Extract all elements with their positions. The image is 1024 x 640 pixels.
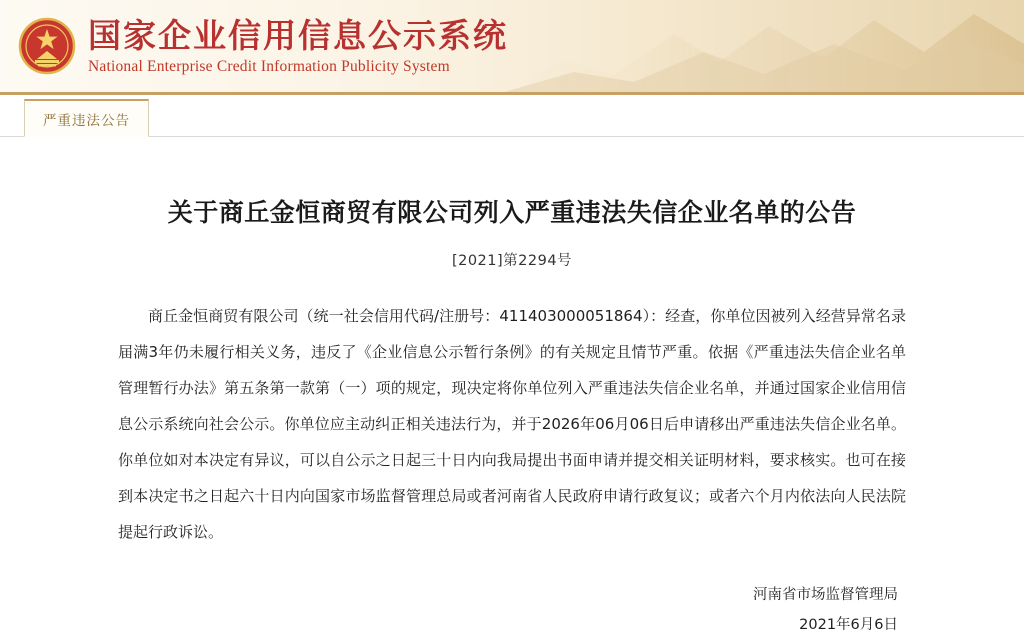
- page-title: 关于商丘金恒商贸有限公司列入严重违法失信企业名单的公告: [167, 198, 857, 227]
- announcement-document: [0, 137, 1024, 640]
- document-number: [2021]第2294号: [451, 253, 573, 269]
- document-body: 商丘金恒商贸有限公司（统一社会信用代码/注册号：411403000051864）：经查，你单位因被列入经营异常名录届满3年仍未履行相关义务，违反了《企业信息公示暂行条例》的有关规定且情节严重。依据《严重违法失信企业名单管理暂行办法》第五条第一款第（一）项的规定，现决定将你单位列入严重违法失信企业名单，并通过国家企业信用信息公示系统向社会公示。你单位应主动纠正相关违法行为，并于2026年06月06日后申请移出严重违法失信企业名单。你单位如对本决定有异议，可以自公示之日起三十日内向我局提出书面申请并提交相关证明材料，要求核实。也可在接到本决定书之日起六十日内向国家市场监督管理总局或者河南省人民政府申请行政复议；或者六个月内依法向人民法院提起行政诉讼。: [118, 307, 906, 541]
- site-title-block: [88, 16, 508, 77]
- issuing-authority: 河南省市场监督管理局: [753, 587, 898, 603]
- tab-bar: [0, 95, 1024, 137]
- header-content: [0, 0, 1024, 92]
- site-header: [0, 0, 1024, 92]
- issue-date: 2021年6月6日: [799, 617, 898, 633]
- site-title-en: National Enterprise Credit Information Publicity System: [88, 57, 450, 75]
- national-emblem-icon: [18, 17, 76, 75]
- tab-serious-violation-announcement[interactable]: 严重违法公告: [24, 99, 149, 137]
- site-title-cn: 国家企业信用信息公示系统: [88, 15, 508, 55]
